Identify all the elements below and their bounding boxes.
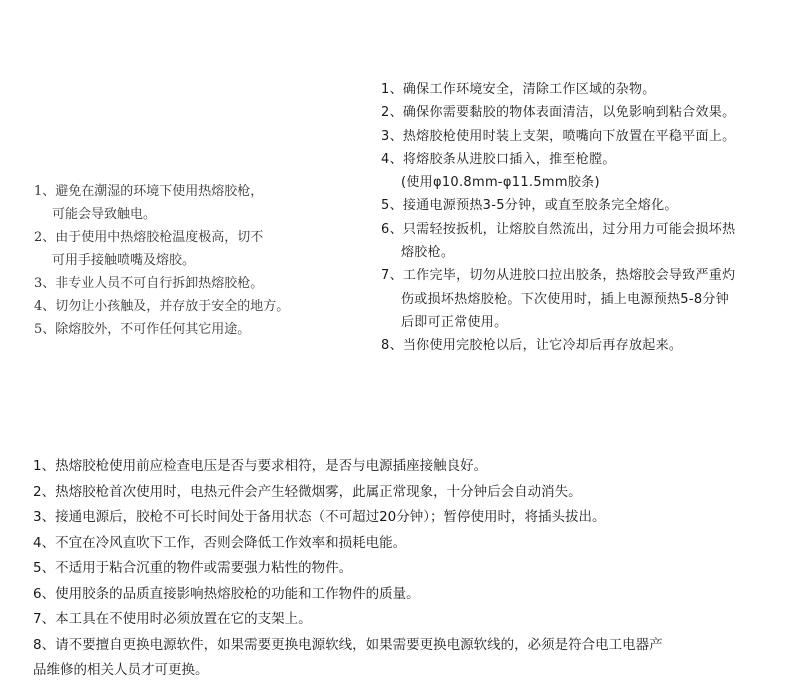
safety-warnings-list bbox=[34, 180, 289, 341]
step-item-continuation: 伤或损坏热熔胶枪。下次使用时，插上电源预热5-8分钟 bbox=[401, 291, 730, 307]
warning-item-continuation: 可能会导致触电。 bbox=[52, 207, 157, 222]
warning-item: 5、除熔胶外，不可作任何其它用途。 bbox=[34, 322, 251, 337]
step-item: 2、确保你需要黏胶的物体表面清洁，以免影响到粘合效果。 bbox=[381, 105, 736, 121]
warning-item: 4、切勿让小孩触及，并存放于安全的地方。 bbox=[34, 299, 290, 314]
step-item: 1、确保工作环境安全，清除工作区域的杂物。 bbox=[381, 82, 656, 97]
warning-item: 2、由于使用中热熔胶枪温度极高，切不 bbox=[34, 230, 264, 245]
warning-item: 1、避免在潮湿的环境下使用热熔胶枪， bbox=[34, 184, 264, 199]
step-item: 8、当你使用完胶枪以后，让它冷却后再存放起来。 bbox=[381, 338, 683, 354]
step-item: 5、接通电源预热3-5分钟，或直至胶条完全熔化。 bbox=[381, 198, 678, 214]
note-item: 6、使用胶条的品质直接影响热熔胶枪的功能和工作物件的质量。 bbox=[33, 585, 420, 602]
step-item-note: (使用φ10.8mm-φ11.5mm胶条) bbox=[401, 175, 600, 191]
warning-item-continuation: 可用手接触喷嘴及熔胶。 bbox=[52, 253, 196, 268]
note-item: 7、本工具在不使用时必须放置在它的支架上。 bbox=[33, 611, 312, 627]
warning-item: 3、非专业人员不可自行拆卸热熔胶枪。 bbox=[34, 276, 264, 291]
step-item: 4、将熔胶条从进胶口插入，推至枪膛。 bbox=[381, 151, 616, 167]
step-item: 7、工作完毕，切勿从进胶口拉出胶条，热熔胶会导致严重灼 bbox=[381, 268, 736, 284]
usage-notes-list bbox=[33, 454, 663, 684]
note-item: 1、热熔胶枪使用前应检查电压是否与要求相符，是否与电源插座接触良好。 bbox=[33, 458, 488, 474]
step-item: 3、热熔胶枪使用时装上支架，喷嘴向下放置在平稳平面上。 bbox=[381, 128, 736, 144]
note-item: 4、不宜在冷风直吹下工作，否则会降低工作效率和损耗电能。 bbox=[33, 534, 407, 551]
step-item-continuation: 后即可正常使用。 bbox=[401, 314, 508, 330]
note-item-continuation: 品维修的相关人员才可更换。 bbox=[33, 662, 209, 678]
note-item: 3、接通电源后，胶枪不可长时间处于备用状态（不可超过20分钟）；暂停使用时，将插头拔出。 bbox=[33, 509, 606, 525]
note-item: 8、请不要擅自更换电源软件，如果需要更换电源软线，如果需要更换电源软线的，必须是符合电工电器产 bbox=[33, 636, 663, 653]
step-item: 6、只需轻按扳机，让熔胶自然流出，过分用力可能会损坏热 bbox=[381, 221, 736, 237]
note-item: 5、不适用于粘合沉重的物件或需要强力粘性的物件。 bbox=[33, 560, 353, 576]
operating-steps-list bbox=[381, 78, 735, 358]
note-item: 2、热熔胶枪首次使用时，电热元件会产生轻微烟雾，此属正常现象，十分钟后会自动消失。 bbox=[33, 483, 582, 500]
step-item-continuation: 熔胶枪。 bbox=[401, 245, 455, 261]
